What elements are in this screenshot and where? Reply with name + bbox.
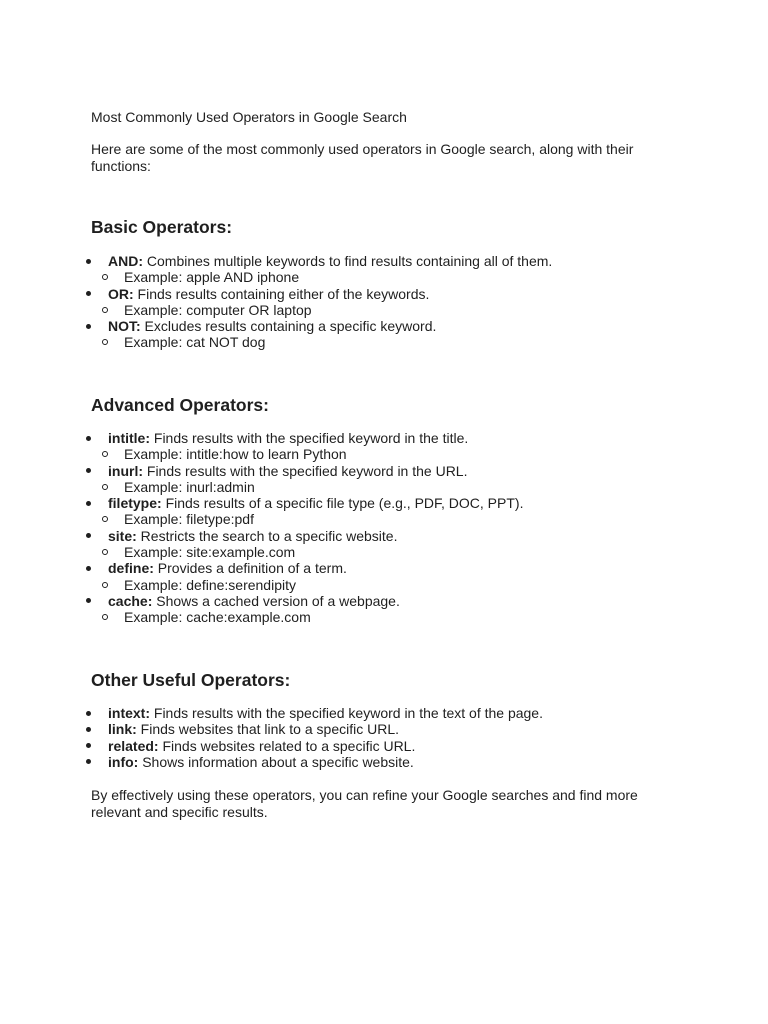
- bullet-icon: [86, 598, 91, 603]
- list-item: [0, 738, 700, 754]
- advanced-operators-list: [0, 430, 700, 626]
- operator-example: Example: filetype:pdf: [124, 511, 254, 528]
- operator-term: AND:: [108, 253, 143, 269]
- list-item-example: [0, 479, 700, 495]
- list-item: [0, 430, 700, 446]
- intro-paragraph: Here are some of the most commonly used operators in Google search, along with their functions:: [91, 141, 634, 174]
- section-heading-advanced: Advanced Operators:: [91, 395, 269, 415]
- list-item: [0, 560, 700, 576]
- bullet-icon: [86, 468, 91, 473]
- list-item-example: [0, 511, 700, 527]
- bullet-icon: [86, 566, 91, 571]
- operator-description: Finds results with the specified keyword in the title.: [150, 430, 469, 446]
- bullet-icon: [86, 533, 91, 538]
- operator-description: Finds results of a specific file type (e.g., PDF, DOC, PPT).: [161, 495, 524, 512]
- sub-bullet-icon: [102, 516, 108, 522]
- operator-term: related:: [108, 737, 159, 754]
- bullet-icon: [86, 727, 91, 732]
- operator-description: Shows information about a specific website.: [138, 753, 414, 770]
- sub-bullet-icon: [102, 274, 108, 280]
- list-item: [0, 286, 700, 302]
- operator-term: filetype:: [108, 495, 162, 512]
- operator-example: Example: apple AND iphone: [124, 269, 300, 286]
- operator-example: Example: site:example.com: [124, 544, 296, 561]
- operator-description: Finds results with the specified keyword in the text of the page.: [150, 705, 543, 721]
- operator-description: Restricts the search to a specific website.: [136, 527, 398, 544]
- operator-example: Example: cat NOT dog: [124, 334, 266, 351]
- operator-description: Shows a cached version of a webpage.: [152, 592, 400, 609]
- section-heading-other: Other Useful Operators:: [91, 670, 291, 690]
- section-heading-basic: Basic Operators:: [91, 217, 233, 237]
- bullet-icon: [86, 259, 91, 264]
- operator-term: site:: [108, 527, 137, 544]
- list-item: [0, 721, 700, 737]
- operator-description: Finds results with the specified keyword in the URL.: [143, 462, 468, 479]
- basic-operators-list: [0, 253, 700, 351]
- operator-term: info:: [108, 753, 139, 770]
- operator-term: intext:: [108, 705, 150, 721]
- bullet-icon: [86, 711, 91, 716]
- operator-description: Combines multiple keywords to find results containing all of them.: [143, 253, 553, 269]
- sub-bullet-icon: [102, 307, 108, 313]
- sub-bullet-icon: [102, 451, 108, 457]
- bullet-icon: [86, 501, 91, 506]
- operator-description: Provides a definition of a term.: [153, 560, 347, 577]
- other-operators-list: [0, 705, 700, 770]
- list-item-example: [0, 269, 700, 285]
- operator-example: Example: computer OR laptop: [124, 301, 312, 318]
- operator-example: Example: inurl:admin: [124, 478, 255, 495]
- list-item: [0, 463, 700, 479]
- operator-term: inurl:: [108, 462, 143, 479]
- sub-bullet-icon: [102, 582, 108, 588]
- operator-term: cache:: [108, 592, 153, 609]
- bullet-icon: [86, 291, 91, 296]
- sub-bullet-icon: [102, 614, 108, 620]
- operator-term: link:: [108, 721, 137, 738]
- operator-description: Finds websites that link to a specific URL.: [136, 721, 400, 738]
- list-item: [0, 705, 700, 721]
- list-item-example: [0, 609, 700, 625]
- list-item-example: [0, 577, 700, 593]
- bullet-icon: [86, 324, 91, 329]
- bullet-icon: [86, 759, 91, 764]
- sub-bullet-icon: [102, 339, 108, 345]
- list-item-example: [0, 302, 700, 318]
- operator-description: Excludes results containing a specific keyword.: [140, 318, 437, 335]
- operator-description: Finds websites related to a specific URL.: [158, 737, 416, 754]
- operator-term: NOT:: [108, 318, 141, 335]
- sub-bullet-icon: [102, 549, 108, 555]
- bullet-icon: [86, 743, 91, 748]
- list-item-example: [0, 446, 700, 462]
- operator-description: Finds results containing either of the keywords.: [133, 285, 430, 302]
- list-item: [0, 318, 700, 334]
- operator-term: OR:: [108, 285, 134, 302]
- list-item: [0, 253, 700, 269]
- operator-term: define:: [108, 560, 154, 577]
- sub-bullet-icon: [102, 484, 108, 490]
- operator-example: Example: cache:example.com: [124, 609, 311, 626]
- closing-paragraph: By effectively using these operators, you can refine your Google searches and find more relevant and specific results.: [91, 787, 638, 820]
- operator-term: intitle:: [108, 430, 150, 446]
- list-item: [0, 593, 700, 609]
- operator-example: Example: intitle:how to learn Python: [124, 446, 347, 463]
- document-title: Most Commonly Used Operators in Google Search: [91, 109, 407, 125]
- list-item: [0, 754, 700, 770]
- list-item-example: [0, 544, 700, 560]
- operator-example: Example: define:serendipity: [124, 576, 296, 593]
- list-item: [0, 528, 700, 544]
- list-item: [0, 495, 700, 511]
- list-item-example: [0, 334, 700, 350]
- bullet-icon: [86, 436, 91, 441]
